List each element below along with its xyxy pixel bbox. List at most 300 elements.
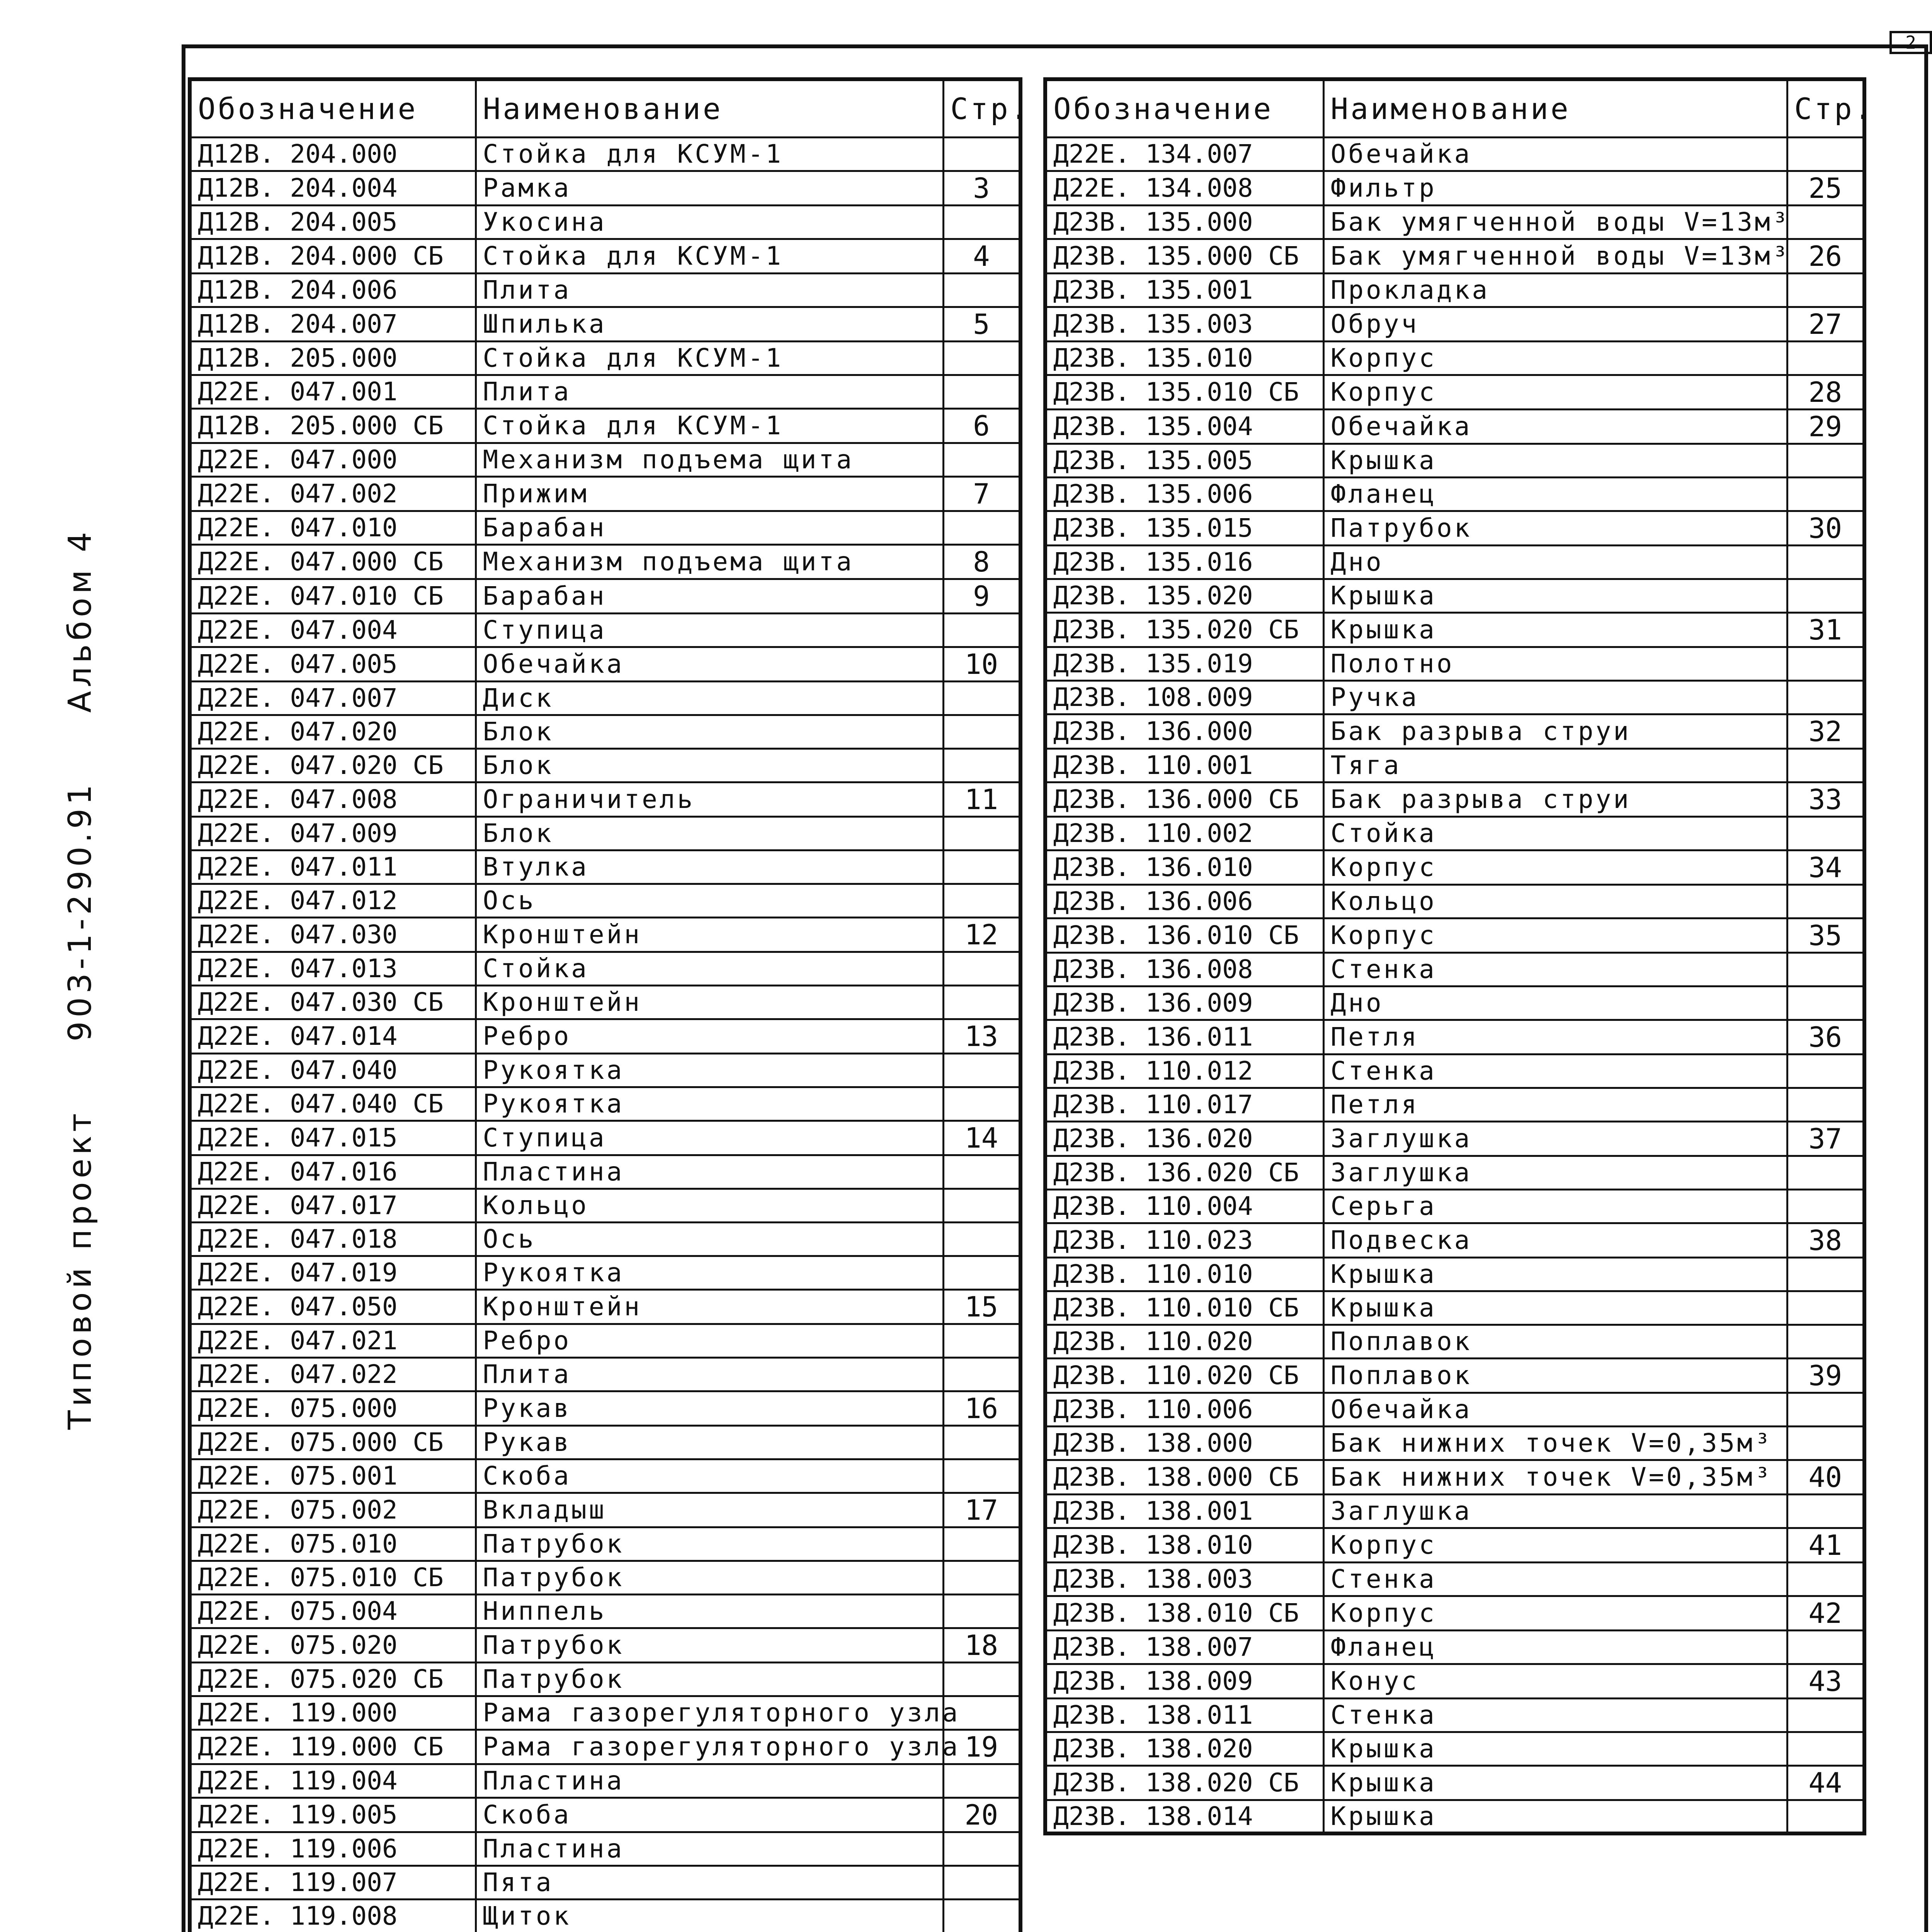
name-cell: Крышка	[1323, 1291, 1787, 1325]
name-cell: Бак умягченной воды V=13м³	[1323, 205, 1787, 239]
name-cell: Корпус	[1323, 918, 1787, 952]
designation-cell: Д23В. 138.000	[1045, 1426, 1323, 1460]
page-cell	[1787, 1494, 1864, 1528]
name-cell: Стойка для КСУМ-1	[476, 137, 943, 171]
name-cell: Бак нижних точек V=0,35м³	[1323, 1426, 1787, 1460]
designation-cell: Д22Е. 119.000 СБ	[190, 1730, 476, 1764]
page-cell	[1787, 1257, 1864, 1291]
table-row	[1045, 409, 1864, 444]
table-row	[190, 1662, 1020, 1696]
page-cell	[943, 1866, 1020, 1899]
name-cell: Корпус	[1323, 850, 1787, 884]
table-row	[1045, 239, 1864, 273]
table-row	[1045, 1088, 1864, 1121]
page-cell	[1787, 579, 1864, 612]
name-cell: Крышка	[1323, 612, 1787, 647]
name-cell: Обруч	[1323, 307, 1787, 341]
designation-cell: Д23В. 135.005	[1045, 444, 1323, 477]
table-row	[190, 1019, 1020, 1053]
page-cell	[1787, 1630, 1864, 1664]
designation-cell: Д22Е. 047.018	[190, 1222, 476, 1256]
contents-table-left	[188, 77, 1031, 1932]
page-cell	[1787, 1291, 1864, 1325]
name-cell: Стенка	[1323, 1698, 1787, 1732]
table-row	[1045, 1257, 1864, 1291]
page-cell	[1787, 1393, 1864, 1426]
header-page: Стр.	[943, 79, 1020, 137]
table-row	[190, 1764, 1020, 1798]
name-cell: Кольцо	[1323, 884, 1787, 918]
name-cell: Полотно	[1323, 647, 1787, 680]
table-row	[190, 341, 1020, 375]
page-cell	[943, 1155, 1020, 1189]
table-row	[190, 1289, 1020, 1324]
designation-cell: Д23В. 136.020 СБ	[1045, 1156, 1323, 1189]
table-row	[190, 1391, 1020, 1425]
page-cell	[943, 715, 1020, 748]
name-cell: Заглушка	[1323, 1121, 1787, 1156]
page-cell: 15	[943, 1289, 1020, 1324]
table-row	[190, 850, 1020, 884]
name-cell: Заглушка	[1323, 1156, 1787, 1189]
page-cell	[1787, 884, 1864, 918]
name-cell: Вкладыш	[476, 1493, 943, 1527]
designation-cell: Д23В. 136.000 СБ	[1045, 782, 1323, 816]
side-title-project: 903-1-290.91	[62, 781, 99, 1042]
name-cell: Рукоятка	[476, 1087, 943, 1121]
page-cell	[1787, 205, 1864, 239]
designation-cell: Д22Е. 047.000 СБ	[190, 544, 476, 579]
table-row	[1045, 714, 1864, 748]
table-row	[190, 1087, 1020, 1121]
designation-cell: Д22Е. 119.000	[190, 1696, 476, 1730]
designation-cell: Д22Е. 119.008	[190, 1899, 476, 1932]
page-cell: 40	[1787, 1460, 1864, 1494]
name-cell: Патрубок	[476, 1628, 943, 1662]
table-row	[1045, 375, 1864, 409]
table-row	[190, 307, 1020, 341]
designation-cell: Д23В. 110.010	[1045, 1257, 1323, 1291]
page-cell	[1787, 1732, 1864, 1765]
name-cell: Обечайка	[1323, 1393, 1787, 1426]
designation-cell: Д22Е. 075.010	[190, 1527, 476, 1561]
name-cell: Стойка для КСУМ-1	[476, 341, 943, 375]
name-cell: Блок	[476, 748, 943, 782]
table-row	[190, 681, 1020, 715]
page-cell	[1787, 1426, 1864, 1460]
table-row	[1045, 1732, 1864, 1765]
name-cell: Скоба	[476, 1459, 943, 1493]
page-cell	[1787, 545, 1864, 579]
table-row	[1045, 1630, 1864, 1664]
table-row	[1045, 1562, 1864, 1596]
name-cell: Патрубок	[476, 1527, 943, 1561]
designation-cell: Д22Е. 047.015	[190, 1121, 476, 1155]
table-row	[1045, 1800, 1864, 1833]
page-cell	[943, 1222, 1020, 1256]
name-cell: Серьга	[1323, 1189, 1787, 1223]
page-cell: 30	[1787, 511, 1864, 545]
page-cell: 14	[943, 1121, 1020, 1155]
name-cell: Бак разрыва струи	[1323, 714, 1787, 748]
name-cell: Фланец	[1323, 1630, 1787, 1664]
page-cell	[943, 884, 1020, 917]
designation-cell: Д22Е. 047.008	[190, 782, 476, 816]
name-cell: Плита	[476, 1357, 943, 1391]
header-name: Наименование	[476, 79, 943, 137]
page-cell	[943, 1053, 1020, 1087]
table-row	[1045, 918, 1864, 952]
header-designation: Обозначение	[190, 79, 476, 137]
designation-cell: Д22Е. 047.014	[190, 1019, 476, 1053]
page-cell	[943, 1832, 1020, 1866]
table-row	[190, 1357, 1020, 1391]
table-row	[1045, 1596, 1864, 1630]
name-cell: Корпус	[1323, 1596, 1787, 1630]
name-cell: Бак нижних точек V=0,35м³	[1323, 1460, 1787, 1494]
designation-cell: Д23В. 110.001	[1045, 748, 1323, 782]
page-cell	[1787, 444, 1864, 477]
page-cell	[943, 613, 1020, 647]
designation-cell: Д22Е. 047.030	[190, 917, 476, 952]
table-row	[190, 1561, 1020, 1594]
name-cell: Тяга	[1323, 748, 1787, 782]
designation-cell: Д22Е. 075.004	[190, 1594, 476, 1628]
table-row	[1045, 612, 1864, 647]
name-cell: Ручка	[1323, 680, 1787, 714]
page-cell	[943, 273, 1020, 307]
name-cell: Крышка	[1323, 579, 1787, 612]
name-cell: Петля	[1323, 1088, 1787, 1121]
page-cell	[943, 375, 1020, 408]
table-row	[190, 1696, 1020, 1730]
designation-cell: Д22Е. 075.020 СБ	[190, 1662, 476, 1696]
table-row	[190, 1594, 1020, 1628]
name-cell: Барабан	[476, 579, 943, 613]
page-cell	[943, 681, 1020, 715]
table-row	[190, 917, 1020, 952]
page-cell: 35	[1787, 918, 1864, 952]
page-cell: 34	[1787, 850, 1864, 884]
designation-cell: Д23В. 135.000	[1045, 205, 1323, 239]
table-row	[190, 715, 1020, 748]
table-row	[190, 408, 1020, 443]
name-cell: Обечайка	[1323, 137, 1787, 171]
designation-cell: Д23В. 110.006	[1045, 1393, 1323, 1426]
designation-cell: Д12В. 204.000	[190, 137, 476, 171]
table-row	[190, 476, 1020, 511]
name-cell: Прокладка	[1323, 273, 1787, 307]
designation-cell: Д23В. 135.010	[1045, 341, 1323, 375]
table-row	[1045, 850, 1864, 884]
designation-cell: Д23В. 136.008	[1045, 952, 1323, 986]
table-row	[1045, 986, 1864, 1020]
name-cell: Пластина	[476, 1764, 943, 1798]
designation-cell: Д22Е. 047.009	[190, 816, 476, 850]
designation-cell: Д23В. 138.001	[1045, 1494, 1323, 1528]
name-cell: Фланец	[1323, 477, 1787, 511]
page-cell	[943, 1459, 1020, 1493]
table-row	[190, 884, 1020, 917]
side-title-label: Типовой проект	[62, 1109, 99, 1430]
designation-cell: Д22Е. 119.004	[190, 1764, 476, 1798]
table-row	[190, 1425, 1020, 1459]
designation-cell: Д22Е. 047.017	[190, 1189, 476, 1222]
designation-cell: Д22Е. 047.040 СБ	[190, 1087, 476, 1121]
table-row	[1045, 545, 1864, 579]
table-row	[1045, 1054, 1864, 1088]
header-page: Стр.	[1787, 79, 1864, 137]
table-row	[1045, 647, 1864, 680]
table-row	[1045, 341, 1864, 375]
page-cell	[943, 1594, 1020, 1628]
table-row	[1045, 1189, 1864, 1223]
designation-cell: Д12В. 204.005	[190, 205, 476, 239]
table-row	[190, 782, 1020, 816]
page-cell	[1787, 137, 1864, 171]
table-row	[1045, 1156, 1864, 1189]
page-cell	[943, 137, 1020, 171]
name-cell: Бак разрыва струи	[1323, 782, 1787, 816]
page-cell	[943, 1189, 1020, 1222]
name-cell: Крышка	[1323, 1257, 1787, 1291]
page-cell	[943, 1561, 1020, 1594]
page-cell: 25	[1787, 171, 1864, 205]
name-cell: Дно	[1323, 986, 1787, 1020]
page-cell: 27	[1787, 307, 1864, 341]
designation-cell: Д22Е. 134.007	[1045, 137, 1323, 171]
designation-cell: Д23В. 135.020 СБ	[1045, 612, 1323, 647]
table-row	[190, 443, 1020, 476]
designation-cell: Д12В. 204.000 СБ	[190, 239, 476, 273]
page-cell	[943, 1256, 1020, 1289]
table-row	[190, 1866, 1020, 1899]
designation-cell: Д22Е. 047.012	[190, 884, 476, 917]
page-cell: 13	[943, 1019, 1020, 1053]
page-cell: 10	[943, 647, 1020, 681]
table-row	[190, 1730, 1020, 1764]
designation-cell: Д22Е. 047.013	[190, 952, 476, 985]
designation-cell: Д23В. 136.006	[1045, 884, 1323, 918]
page-cell	[1787, 1800, 1864, 1833]
designation-cell: Д23В. 110.017	[1045, 1088, 1323, 1121]
name-cell: Рама газорегуляторного узла	[476, 1730, 943, 1764]
name-cell: Механизм подъема щита	[476, 544, 943, 579]
designation-cell: Д22Е. 047.002	[190, 476, 476, 511]
designation-cell: Д12В. 205.000	[190, 341, 476, 375]
page-cell: 9	[943, 579, 1020, 613]
table-row	[1045, 782, 1864, 816]
table-row	[190, 1256, 1020, 1289]
designation-cell: Д23В. 135.010 СБ	[1045, 375, 1323, 409]
designation-cell: Д23В. 110.012	[1045, 1054, 1323, 1088]
page-cell: 12	[943, 917, 1020, 952]
table-row	[190, 1527, 1020, 1561]
table-row	[1045, 748, 1864, 782]
designation-cell: Д23В. 138.000 СБ	[1045, 1460, 1323, 1494]
table-row	[190, 1798, 1020, 1832]
table-row	[190, 171, 1020, 205]
designation-cell: Д23В. 138.014	[1045, 1800, 1323, 1833]
table-row	[190, 137, 1020, 171]
name-cell: Ограничитель	[476, 782, 943, 816]
designation-cell: Д23В. 135.006	[1045, 477, 1323, 511]
name-cell: Блок	[476, 715, 943, 748]
name-cell: Ось	[476, 1222, 943, 1256]
table-row	[190, 1459, 1020, 1493]
table-row	[190, 1121, 1020, 1155]
page-cell	[943, 205, 1020, 239]
page-cell: 6	[943, 408, 1020, 443]
table-row	[190, 1222, 1020, 1256]
designation-cell: Д12В. 204.004	[190, 171, 476, 205]
table-row	[190, 748, 1020, 782]
sheet-number: 2	[1889, 31, 1932, 54]
designation-cell: Д22Е. 047.022	[190, 1357, 476, 1391]
page-cell	[1787, 477, 1864, 511]
name-cell: Ребро	[476, 1019, 943, 1053]
designation-cell: Д22Е. 119.007	[190, 1866, 476, 1899]
designation-cell: Д22Е. 047.010	[190, 511, 476, 544]
page-cell	[1787, 647, 1864, 680]
page-cell: 28	[1787, 375, 1864, 409]
header-designation: Обозначение	[1045, 79, 1323, 137]
page-cell: 17	[943, 1493, 1020, 1527]
name-cell: Блок	[476, 816, 943, 850]
designation-cell: Д23В. 138.010	[1045, 1528, 1323, 1562]
table-row	[1045, 1020, 1864, 1054]
name-cell: Патрубок	[476, 1561, 943, 1594]
designation-cell: Д22Е. 119.005	[190, 1798, 476, 1832]
name-cell: Втулка	[476, 850, 943, 884]
designation-cell: Д23В. 110.010 СБ	[1045, 1291, 1323, 1325]
designation-cell: Д22Е. 119.006	[190, 1832, 476, 1866]
table-row	[190, 1324, 1020, 1357]
designation-cell: Д23В. 136.020	[1045, 1121, 1323, 1156]
table-row	[1045, 205, 1864, 239]
contents-table-right	[1043, 77, 1874, 1835]
table-row	[190, 273, 1020, 307]
name-cell: Рукоятка	[476, 1256, 943, 1289]
designation-cell: Д23В. 110.020	[1045, 1325, 1323, 1358]
designation-cell: Д22Е. 075.000 СБ	[190, 1425, 476, 1459]
page-cell	[943, 1662, 1020, 1696]
table-row	[1045, 137, 1864, 171]
designation-cell: Д23В. 135.000 СБ	[1045, 239, 1323, 273]
table-row	[1045, 1765, 1864, 1800]
designation-cell: Д22Е. 047.020 СБ	[190, 748, 476, 782]
designation-cell: Д22Е. 047.011	[190, 850, 476, 884]
name-cell: Патрубок	[476, 1662, 943, 1696]
name-cell: Фильтр	[1323, 171, 1787, 205]
name-cell: Стенка	[1323, 1054, 1787, 1088]
name-cell: Скоба	[476, 1798, 943, 1832]
table-row	[190, 511, 1020, 544]
designation-cell: Д23В. 136.011	[1045, 1020, 1323, 1054]
page-cell	[943, 1527, 1020, 1561]
table-row	[190, 1053, 1020, 1087]
name-cell: Корпус	[1323, 341, 1787, 375]
table-row	[1045, 1223, 1864, 1257]
page-cell	[943, 850, 1020, 884]
designation-cell: Д22Е. 047.021	[190, 1324, 476, 1357]
designation-cell: Д23В. 135.003	[1045, 307, 1323, 341]
name-cell: Подвеска	[1323, 1223, 1787, 1257]
name-cell: Ось	[476, 884, 943, 917]
designation-cell: Д22Е. 047.010 СБ	[190, 579, 476, 613]
designation-cell: Д23В. 108.009	[1045, 680, 1323, 714]
table-row	[190, 952, 1020, 985]
designation-cell: Д22Е. 047.019	[190, 1256, 476, 1289]
page-cell	[1787, 341, 1864, 375]
table-row	[1045, 1664, 1864, 1698]
designation-cell: Д22Е. 075.001	[190, 1459, 476, 1493]
designation-cell: Д12В. 204.006	[190, 273, 476, 307]
name-cell: Укосина	[476, 205, 943, 239]
name-cell: Рамка	[476, 171, 943, 205]
table-row	[190, 647, 1020, 681]
name-cell: Крышка	[1323, 1800, 1787, 1833]
page-cell: 3	[943, 171, 1020, 205]
designation-cell: Д23В. 135.015	[1045, 511, 1323, 545]
table-row	[190, 816, 1020, 850]
designation-cell: Д22Е. 047.004	[190, 613, 476, 647]
page-cell	[1787, 1156, 1864, 1189]
table-row	[190, 1899, 1020, 1932]
designation-cell: Д23В. 135.001	[1045, 273, 1323, 307]
designation-cell: Д23В. 135.004	[1045, 409, 1323, 444]
page-cell	[943, 985, 1020, 1019]
designation-cell: Д22Е. 134.008	[1045, 171, 1323, 205]
designation-cell: Д22Е. 047.000	[190, 443, 476, 476]
name-cell: Корпус	[1323, 375, 1787, 409]
name-cell: Поплавок	[1323, 1325, 1787, 1358]
designation-cell: Д23В. 110.023	[1045, 1223, 1323, 1257]
name-cell: Кронштейн	[476, 985, 943, 1019]
designation-cell: Д23В. 136.000	[1045, 714, 1323, 748]
designation-cell: Д22Е. 047.030 СБ	[190, 985, 476, 1019]
page-cell	[1787, 1562, 1864, 1596]
name-cell: Стенка	[1323, 952, 1787, 986]
designation-cell: Д22Е. 075.010 СБ	[190, 1561, 476, 1594]
designation-cell: Д22Е. 075.000	[190, 1391, 476, 1425]
designation-cell: Д23В. 138.009	[1045, 1664, 1323, 1698]
table-row	[190, 613, 1020, 647]
table-row	[1045, 511, 1864, 545]
table-row	[1045, 1460, 1864, 1494]
designation-cell: Д22Е. 047.007	[190, 681, 476, 715]
page-cell	[943, 816, 1020, 850]
name-cell: Заглушка	[1323, 1494, 1787, 1528]
page-cell: 8	[943, 544, 1020, 579]
name-cell: Рукав	[476, 1425, 943, 1459]
name-cell: Крышка	[1323, 1732, 1787, 1765]
table-row	[1045, 477, 1864, 511]
page-cell	[943, 952, 1020, 985]
page-cell	[943, 1357, 1020, 1391]
name-cell: Петля	[1323, 1020, 1787, 1054]
page-cell	[1787, 1189, 1864, 1223]
table-row	[1045, 1426, 1864, 1460]
header-name: Наименование	[1323, 79, 1787, 137]
name-cell: Щиток	[476, 1899, 943, 1932]
side-title	[62, 474, 99, 1430]
designation-cell: Д23В. 135.020	[1045, 579, 1323, 612]
name-cell: Поплавок	[1323, 1358, 1787, 1393]
page-cell	[1787, 680, 1864, 714]
page-cell: 5	[943, 307, 1020, 341]
name-cell: Крышка	[1323, 1765, 1787, 1800]
